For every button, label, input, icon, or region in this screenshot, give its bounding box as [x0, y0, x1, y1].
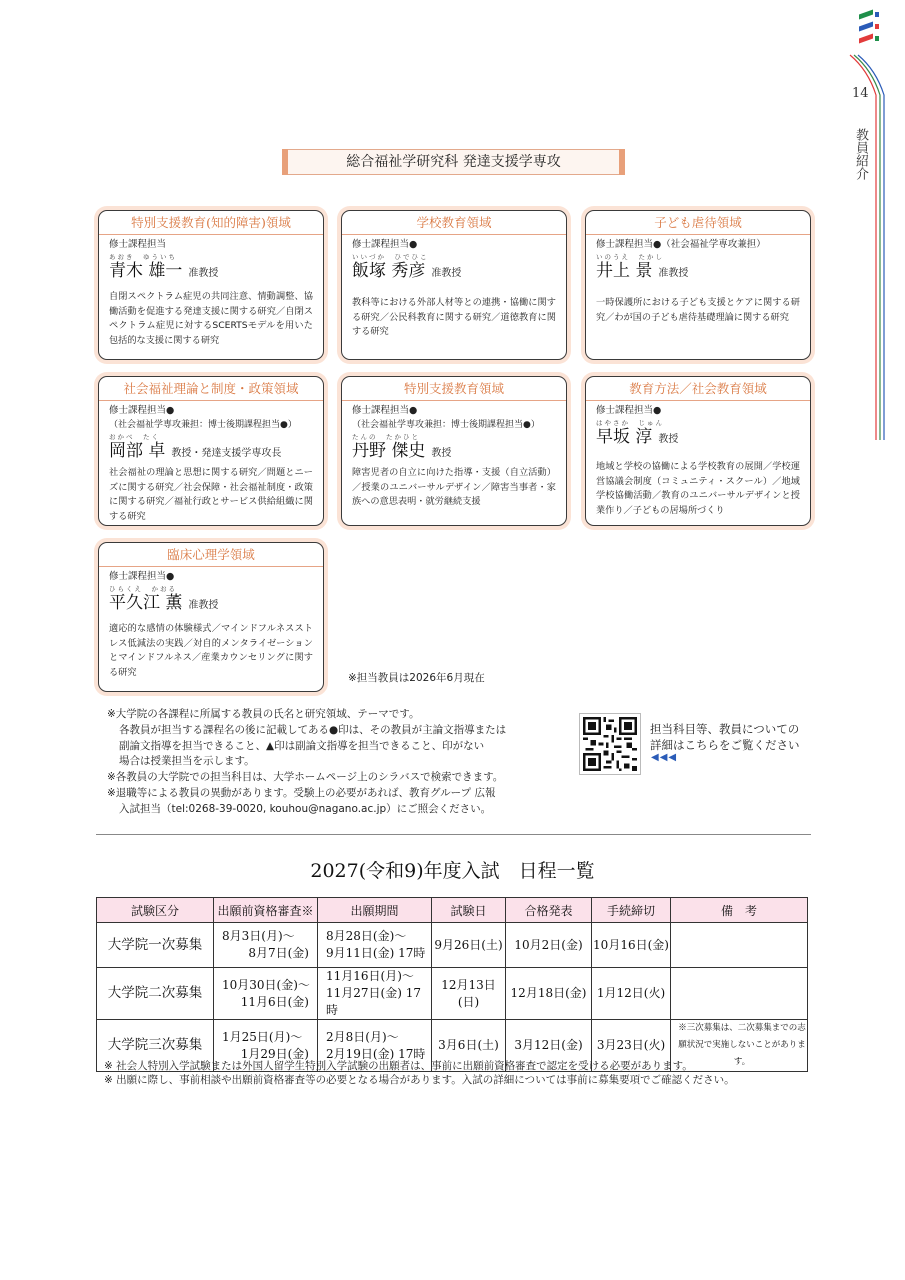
divider [96, 834, 811, 835]
name-reading: ひらくえ かおる [109, 585, 177, 593]
column-header: 試験日 [432, 898, 506, 923]
course-role: 修士課程担当● [352, 239, 418, 250]
faculty-title: 准教授 [658, 268, 689, 279]
result-date: 12月18日(金) [506, 968, 592, 1020]
faculty-name: 岡部 卓 [109, 441, 166, 461]
name-reading: はやさか じゅん [596, 419, 664, 427]
note-line: 副論文指導を担当できること、▲印は副論文指導を担当できること、印がない [119, 739, 485, 752]
arrow-left-icon: ◀◀◀ [651, 752, 678, 763]
name-reading: たんの たかひと [352, 433, 420, 441]
research-theme: 障害児者の自立に向けた指導・支援（自立活動）／授業のユニバーサルデザイン／障害当事者・家族への意思表明・就労継続支援 [352, 467, 556, 507]
faculty-card [98, 376, 324, 526]
application-period: 8月28日(金)～ 9月11日(金) 17時 [318, 923, 432, 968]
research-theme: 一時保護所における子ども支援とケアに関する研究／わが国の子ども虐待基礎理論に関する研究 [596, 297, 800, 323]
column-header: 備 考 [671, 898, 808, 923]
research-theme: 社会福祉の理論と思想に関する研究／問題とニーズに関する研究／社会保障・社会福祉制度・政策に関する研究／福祉行政とサービス供給組織に関する研究 [109, 467, 313, 522]
note-line: 場合は授業担当を示します。 [119, 755, 255, 768]
application-period: 11月16日(月)～ 11月27日(金) 17時 [318, 968, 432, 1020]
remark [671, 923, 808, 968]
schedule-table [96, 897, 808, 1072]
application-period: 2月8日(月)～ 2月19日(金) 17時 [318, 1020, 432, 1072]
research-area-label: 教育方法／社会教育領域 [586, 377, 810, 401]
faculty-name: 平久江 薫 [109, 593, 183, 613]
column-header: 出願前資格審査※ [214, 898, 318, 923]
section-title: 総合福祉学研究科 発達支援学専攻 [287, 149, 620, 175]
table-row [97, 968, 808, 1020]
faculty-title: 教授 [658, 434, 679, 445]
pre-review-dates: 8月3日(月)～ 8月7日(金) [214, 923, 318, 968]
research-area-label: 特別支援教育(知的障害)領域 [99, 211, 323, 235]
note-line: ※各教員の大学院での担当科目は、大学ホームページ上のシラバスで検索できます。 [107, 771, 504, 784]
qr-caption [650, 721, 800, 753]
result-date: 3月12日(金) [506, 1020, 592, 1072]
research-theme: 自閉スペクトラム症児の共同注意、情動調整、協働活動を促進する発達支援に関する研究／自閉スペクトラム症児に対するSCERTSモデルを用いた包括的な支援に関する研究 [109, 291, 313, 346]
column-header: 合格発表 [506, 898, 592, 923]
table-note-line: ※ 社会人特別入学試験または外国人留学生特別入学試験の出願者は、事前に出願前資格審査で認定を受ける必要があります。 [104, 1060, 693, 1072]
exam-date: 3月6日(土) [432, 1020, 506, 1072]
faculty-card [98, 210, 324, 360]
faculty-name: 飯塚 秀彦 [352, 261, 426, 281]
faculty-title: 准教授 [431, 268, 462, 279]
research-area-label: 社会福祉理論と制度・政策領域 [99, 377, 323, 401]
name-reading: いのうえ たかし [596, 253, 664, 261]
research-theme: 適応的な感情の体験様式／マインドフルネスストレス低減法の実践／対自的メンタライゼーションとマインドフルネス／産業カウンセリングに関する研究 [109, 623, 313, 678]
column-header: 試験区分 [97, 898, 214, 923]
faculty-card [341, 210, 567, 360]
course-role: 修士課程担当●（社会福祉学専攻兼担） [596, 239, 766, 250]
table-note-line: ※ 出願に際し、事前相談や出願前資格審査等の必要となる場合があります。入試の詳細については事前に募集要項でご確認ください。 [104, 1073, 735, 1086]
faculty-title: 教授 [431, 448, 452, 459]
column-header: 手続締切 [592, 898, 671, 923]
deadline-date: 10月16日(金) [592, 923, 671, 968]
qr-code-icon[interactable] [579, 713, 641, 775]
name-reading: おかべ たく [109, 433, 160, 441]
note-line: ※大学院の各課程に所属する教員の氏名と研究領域、テーマです。 [107, 708, 420, 720]
page-number: 14 [852, 86, 869, 101]
pre-review-dates: 1月25日(月)～ 1月29日(金) [214, 1020, 318, 1072]
exam-date: 12月13日(日) [432, 968, 506, 1020]
faculty-card [341, 376, 567, 526]
faculty-title: 准教授 [188, 268, 219, 279]
note-line: ※退職等による教員の異動があります。受験上の必要があれば、教育グループ 広報 [107, 786, 496, 799]
name-reading: あおき ゆういち [109, 253, 177, 261]
notes-block [107, 707, 567, 818]
column-header: 出願期間 [318, 898, 432, 923]
deadline-date: 1月12日(火) [592, 968, 671, 1020]
research-area-label: 特別支援教育領域 [342, 377, 566, 401]
side-section-label: 教員紹介 [853, 128, 868, 180]
research-theme: 教科等における外部人材等との連携・協働に関する研究／公民科教育に関する研究／道徳教育に関する研究 [352, 297, 556, 337]
as-of-note: ※担当教員は2026年6月現在 [348, 672, 485, 684]
name-reading: いいづか ひでひこ [352, 253, 429, 261]
faculty-name: 井上 景 [596, 261, 653, 281]
exam-category: 大学院三次募集 [97, 1020, 214, 1072]
faculty-title: 教授・発達支援学専攻長 [171, 448, 282, 459]
course-role: 修士課程担当● [352, 405, 418, 416]
exam-category: 大学院二次募集 [97, 968, 214, 1020]
course-role: 修士課程担当● [596, 405, 662, 416]
pre-review-dates: 10月30日(金)～ 11月6日(金) [214, 968, 318, 1020]
course-role-secondary: （社会福祉学専攻兼担：博士後期課程担当●） [352, 420, 540, 430]
course-role: 修士課程担当● [109, 571, 175, 582]
course-role: 修士課程担当● [109, 405, 175, 416]
exam-date: 9月26日(土) [432, 923, 506, 968]
faculty-name: 丹野 傑史 [352, 441, 426, 461]
faculty-card [585, 210, 811, 360]
table-row [97, 923, 808, 968]
schedule-title: 2027(令和9)年度入試 日程一覧 [310, 860, 595, 882]
university-logo-icon [855, 4, 885, 54]
faculty-card [585, 376, 811, 526]
faculty-card [98, 542, 324, 692]
faculty-name: 早坂 淳 [596, 427, 653, 447]
research-area-label: 学校教育領域 [342, 211, 566, 235]
faculty-name: 青木 雄一 [109, 261, 183, 281]
qr-caption-line2: 詳細はこちらをご覧ください [650, 738, 800, 752]
research-area-label: 臨床心理学領域 [99, 543, 323, 567]
table-notes [104, 1060, 735, 1087]
research-theme: 地域と学校の協働による学校教育の展開／学校運営協議会制度（コミュニティ・スクール）／地域学校協働活動／教育のユニバーサルデザインと授業作り／子どもの居場所づくり [596, 461, 800, 516]
faculty-title: 准教授 [188, 600, 219, 611]
research-area-label: 子ども虐待領域 [586, 211, 810, 235]
note-line: 各教員が担当する課程名の後に記載してある●印は、その教員が主論文指導または [119, 723, 507, 736]
result-date: 10月2日(金) [506, 923, 592, 968]
course-role: 修士課程担当 [109, 239, 167, 250]
qr-caption-line1: 担当科目等、教員についての [650, 722, 800, 736]
course-role-secondary: （社会福祉学専攻兼担：博士後期課程担当●） [109, 420, 297, 430]
deadline-date: 3月23日(火) [592, 1020, 671, 1072]
table-header-row [97, 898, 808, 923]
remark: ※三次募集は、二次募集までの志願状況で実施しないことがあります。 [671, 1020, 808, 1072]
remark [671, 968, 808, 1020]
note-line: 入試担当（tel:0268-39-0020, kouhou@nagano.ac.jp）にご照会ください。 [119, 802, 492, 815]
exam-category: 大学院一次募集 [97, 923, 214, 968]
